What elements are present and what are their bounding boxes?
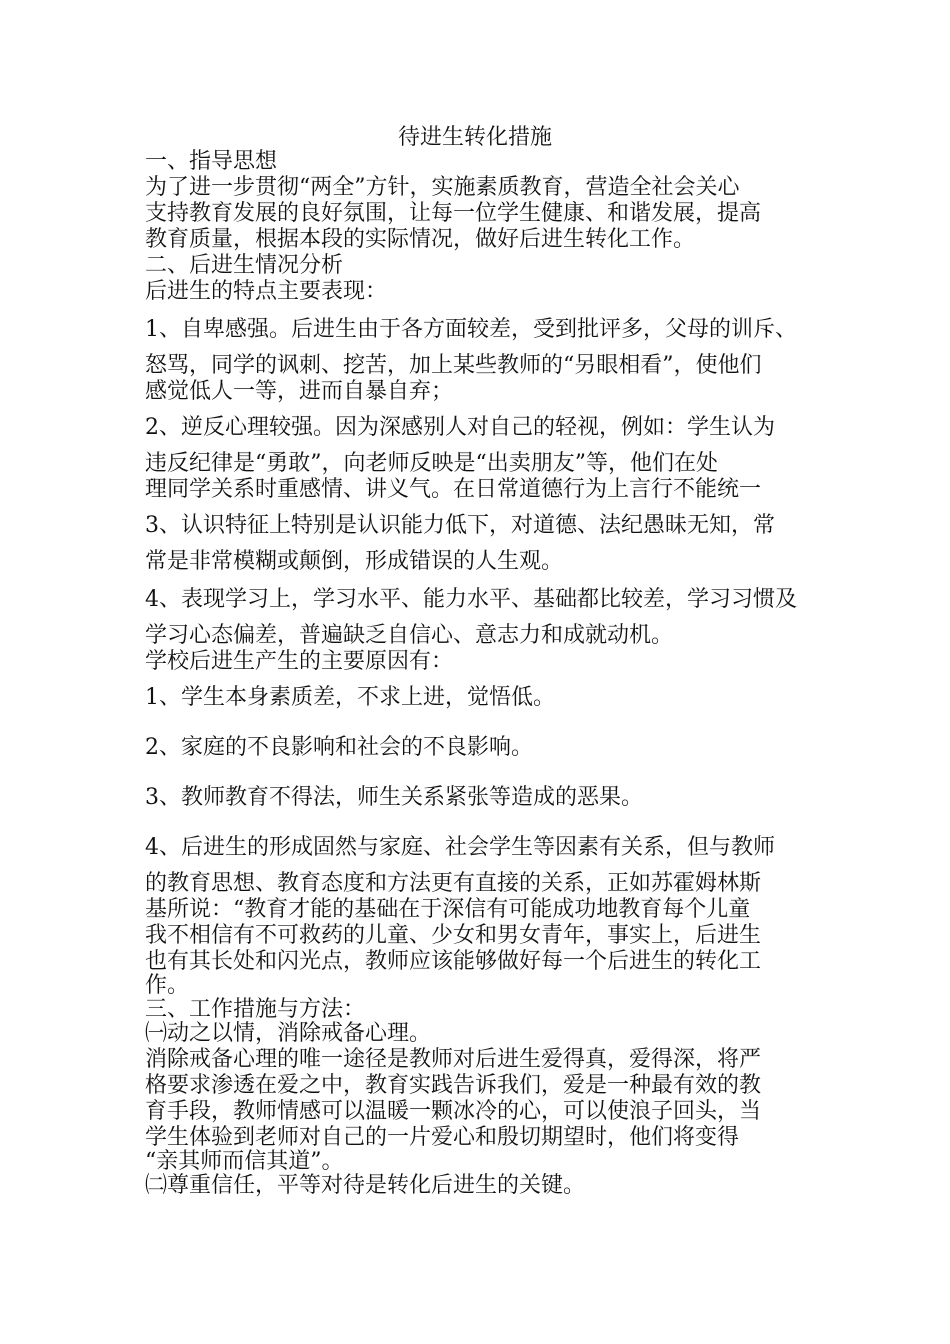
paragraph-line: 教育质量，根据本段的实际情况，做好后进生转化工作。 [145, 227, 696, 252]
list-item-line: 常是非常模糊或颠倒，形成错误的人生观。 [145, 549, 564, 574]
list-item-line: 基所说：“教育才能的基础在于深信有可能成功地教育每个儿童 [145, 897, 751, 922]
list-item-line: 的教育思想、教育态度和方法更有直接的关系，正如苏霍姆林斯 [145, 871, 762, 896]
list-item-line: 感觉低人一等，进而自暴自弃； [145, 379, 454, 404]
list-item-line: 违反纪律是“勇敢”，向老师反映是“出卖朋友”等，他们在处 [145, 451, 718, 476]
list-item-line: 1、自卑感强。后进生由于各方面较差，受到批评多，父母的训斥、 [145, 317, 797, 342]
list-item-line: 2、家庭的不良影响和社会的不良影响。 [145, 735, 533, 760]
list-item-line: 3、认识特征上特别是认识能力低下，对道德、法纪愚昧无知，常 [145, 513, 775, 538]
heading-3: 三、工作措施与方法： [145, 997, 366, 1022]
list-item-line: 也有其长处和闪光点，教师应该能够做好每一个后进生的转化工 [145, 949, 762, 974]
heading-1: 一、指导思想 [145, 149, 278, 174]
paragraph-line: 格要求渗透在爱之中，教育实践告诉我们，爱是一种最有效的教 [145, 1073, 762, 1098]
list-item-line: 1、学生本身素质差，不求上进，觉悟低。 [145, 685, 555, 710]
subheading: ㈠动之以情，消除戒备心理。 [145, 1021, 432, 1046]
paragraph-line: 学生体验到老师对自己的一片爱心和殷切期望时，他们将变得 [145, 1125, 740, 1150]
list-item-line: 4、表现学习上，学习水平、能力水平、基础都比较差，学习习惯及 [145, 587, 797, 612]
paragraph-line: 支持教育发展的良好氛围，让每一位学生健康、和谐发展，提高 [145, 201, 762, 226]
list-item-line: 2、逆反心理较强。因为深感别人对自己的轻视，例如：学生认为 [145, 415, 775, 440]
list-item-line: 4、后进生的形成固然与家庭、社会学生等因素有关系，但与教师 [145, 835, 775, 860]
paragraph-line: 消除戒备心理的唯一途径是教师对后进生爱得真，爱得深，将严 [145, 1047, 762, 1072]
subheading: ㈡尊重信任，平等对待是转化后进生的关键。 [145, 1173, 586, 1198]
list-item-line: 作。 [145, 973, 190, 998]
paragraph-line: 后进生的特点主要表现： [145, 279, 388, 304]
paragraph-line: “亲其师而信其道”。 [145, 1149, 344, 1174]
heading-2: 二、后进生情况分析 [145, 253, 344, 278]
list-item-line: 理同学关系时重感情、讲义气。在日常道德行为上言行不能统一 [145, 477, 762, 502]
list-item-line: 学习心态偏差，普遍缺乏自信心、意志力和成就动机。 [145, 623, 674, 648]
list-item-line: 我不相信有不可救药的儿童、少女和男女青年，事实上，后进生 [145, 923, 762, 948]
list-item-line: 3、教师教育不得法，师生关系紧张等造成的恶果。 [145, 785, 643, 810]
list-item-line: 怒骂，同学的讽刺、挖苦，加上某些教师的“另眼相看”，使他们 [145, 353, 762, 378]
paragraph-line: 学校后进生产生的主要原因有： [145, 649, 454, 674]
document-title: 待进生转化措施 [397, 125, 552, 150]
paragraph-line: 育手段，教师情感可以温暖一颗冰冷的心，可以使浪子回头，当 [145, 1099, 762, 1124]
paragraph-line: 为了进一步贯彻“两全”方针，实施素质教育，营造全社会关心 [145, 175, 740, 200]
